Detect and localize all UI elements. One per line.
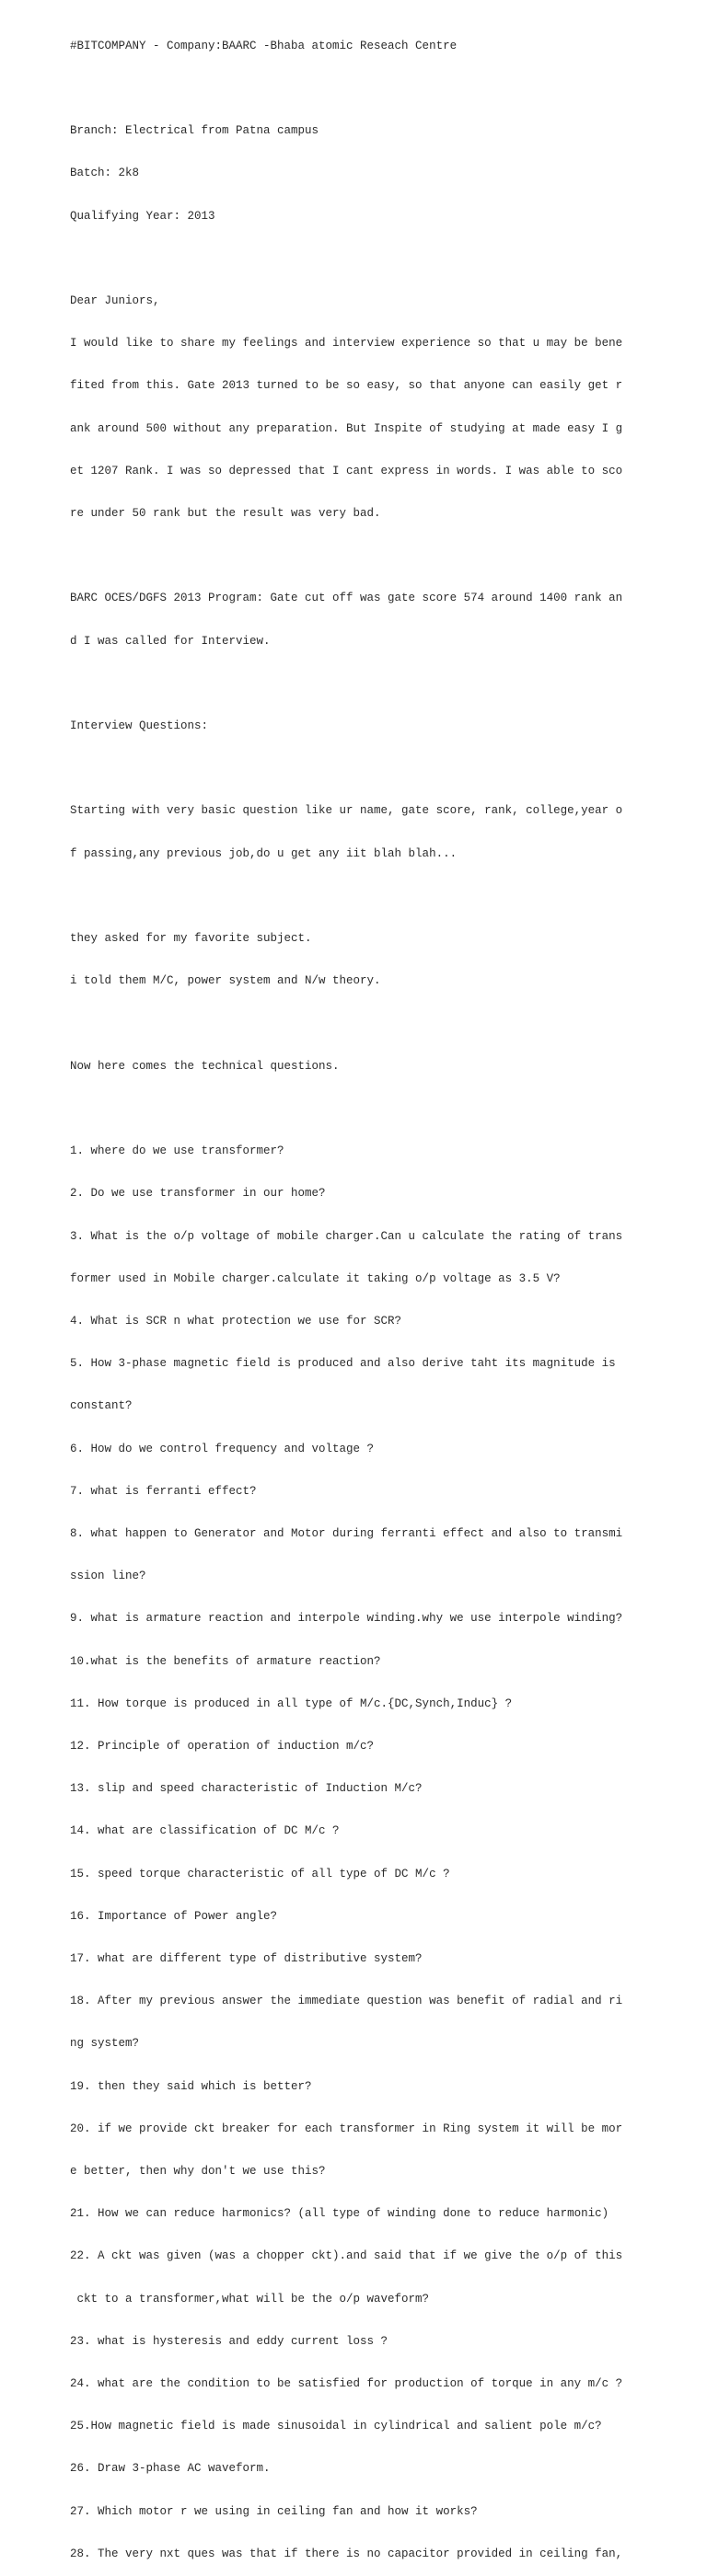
question-line: 13. slip and speed characteristic of Induction M/c? <box>70 1782 423 1796</box>
question-line: 11. How torque is produced in all type of M/c.{DC,Synch,Induc} ? <box>70 1696 513 1710</box>
question-line: 18. After my previous answer the immediate question was benefit of radial and ri <box>70 1995 623 2008</box>
blank-line <box>70 549 632 563</box>
question-line: 22. A ckt was given (was a chopper ckt).and said that if we give the o/p of this <box>70 2249 623 2263</box>
question-line: 4. What is SCR n what protection we use for SCR? <box>70 1314 402 1328</box>
greeting-line: Dear Juniors, <box>70 294 160 308</box>
question-line: 15. speed torque characteristic of all type of DC M/c ? <box>70 1867 450 1880</box>
document-header: #BITCOMPANY - Company:BAARC -Bhaba atomic Reseach Centre <box>70 39 458 52</box>
question-line: 26. Draw 3-phase AC waveform. <box>70 2462 271 2476</box>
intro-line: et 1207 Rank. I was so depressed that I cant express in words. I was able to sco <box>70 464 623 477</box>
blank-line <box>70 677 632 691</box>
question-line: 23. what is hysteresis and eddy current loss ? <box>70 2334 388 2348</box>
question-line: 6. How do we control frequency and voltage ? <box>70 1442 375 1455</box>
document-page <box>70 11 632 2576</box>
question-line: 19. then they said which is better? <box>70 2079 312 2093</box>
question-line: 2. Do we use transformer in our home? <box>70 1187 326 1201</box>
basic-question-line: Starting with very basic question like ur name, gate score, rank, college,year o <box>70 804 623 818</box>
question-line: former used in Mobile charger.calculate it taking o/p voltage as 3.5 V? <box>70 1271 561 1285</box>
question-line: 12. Principle of operation of induction m/c? <box>70 1739 375 1753</box>
question-line: 1. where do we use transformer? <box>70 1144 284 1158</box>
technical-heading: Now here comes the technical questions. <box>70 1059 340 1073</box>
blank-line <box>70 1017 632 1030</box>
question-line: 3. What is the o/p voltage of mobile charger.Can u calculate the rating of trans <box>70 1229 623 1243</box>
intro-line: I would like to share my feelings and interview experience so that u may be bene <box>70 337 623 351</box>
question-line: constant? <box>70 1399 133 1413</box>
blank-line <box>70 252 632 266</box>
subject-line: i told them M/C, power system and N/w theory. <box>70 974 381 988</box>
question-line: ckt to a transformer,what will be the o/p waveform? <box>70 2292 430 2306</box>
blank-line <box>70 82 632 96</box>
question-line: 10.what is the benefits of armature reaction? <box>70 1654 381 1668</box>
blank-line <box>70 1102 632 1116</box>
basic-question-line: f passing,any previous job,do u get any iit blah blah... <box>70 846 458 860</box>
question-line: 20. if we provide ckt breaker for each transformer in Ring system it will be mor <box>70 2122 623 2135</box>
question-line: ssion line? <box>70 1570 146 1583</box>
intro-line: ank around 500 without any preparation. But Inspite of studying at made easy I g <box>70 421 623 435</box>
qualifying-year-line: Qualifying Year: 2013 <box>70 209 215 223</box>
question-line: 25.How magnetic field is made sinusoidal in cylindrical and salient pole m/c? <box>70 2420 602 2433</box>
question-line: 28. The very nxt ques was that if there is no capacitor provided in ceiling fan, <box>70 2547 623 2560</box>
blank-line <box>70 890 632 903</box>
batch-line: Batch: 2k8 <box>70 167 140 180</box>
intro-line: fited from this. Gate 2013 turned to be so easy, so that anyone can easily get r <box>70 379 623 393</box>
question-line: 24. what are the condition to be satisfied for production of torque in any m/c ? <box>70 2376 623 2390</box>
question-line: e better, then why don't we use this? <box>70 2164 326 2178</box>
blank-line <box>70 762 632 776</box>
question-line: 7. what is ferranti effect? <box>70 1484 257 1498</box>
question-line: 16. Importance of Power angle? <box>70 1909 278 1923</box>
question-line: 27. Which motor r we using in ceiling fan and how it works? <box>70 2504 478 2518</box>
branch-line: Branch: Electrical from Patna campus <box>70 124 319 138</box>
interview-heading: Interview Questions: <box>70 719 209 733</box>
program-line: d I was called for Interview. <box>70 634 271 648</box>
intro-line: re under 50 rank but the result was very bad. <box>70 507 381 521</box>
question-line: 17. what are different type of distributive system? <box>70 1951 423 1965</box>
question-line: 8. what happen to Generator and Motor during ferranti effect and also to transmi <box>70 1526 623 1540</box>
question-line: 14. what are classification of DC M/c ? <box>70 1824 340 1838</box>
question-line: 9. what is armature reaction and interpole winding.why we use interpole winding? <box>70 1612 623 1626</box>
question-line: 21. How we can reduce harmonics? (all type of winding done to reduce harmonic) <box>70 2207 609 2221</box>
program-line: BARC OCES/DGFS 2013 Program: Gate cut off was gate score 574 around 1400 rank an <box>70 592 623 605</box>
subject-line: they asked for my favorite subject. <box>70 932 312 946</box>
question-line: 5. How 3-phase magnetic field is produced and also derive taht its magnitude is <box>70 1357 616 1371</box>
question-line: ng system? <box>70 2037 140 2051</box>
